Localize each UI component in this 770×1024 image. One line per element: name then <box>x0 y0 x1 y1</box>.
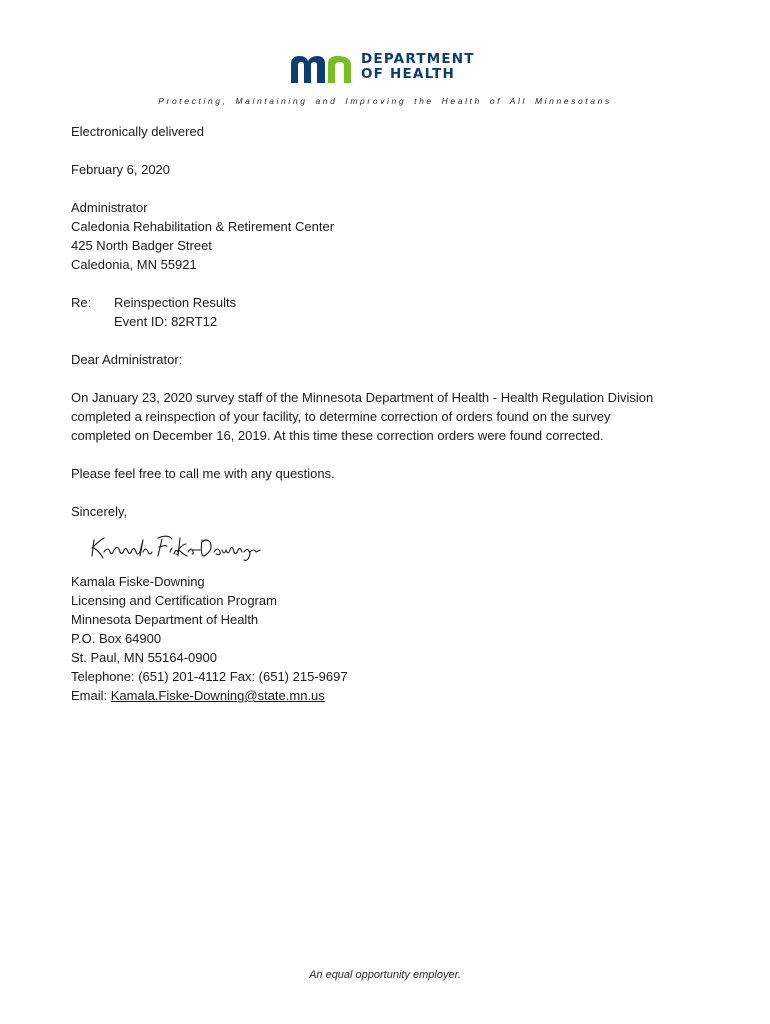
sender-program: Licensing and Certification Program <box>71 593 277 608</box>
minnesota-mn-logo-icon <box>289 54 353 84</box>
recipient-title: Administrator <box>71 200 148 215</box>
letter-date: February 6, 2020 <box>71 162 171 177</box>
footer-text: An equal opportunity employer. <box>309 969 461 981</box>
logo-line-2: OF HEALTH <box>361 66 456 82</box>
re-event-id: Event ID: 82RT12 <box>114 314 218 329</box>
sender-email-line <box>71 686 325 705</box>
mdh-logo <box>289 52 489 86</box>
salutation: Dear Administrator: <box>71 352 183 367</box>
recipient-facility: Caledonia Rehabilitation & Retirement Center <box>71 219 335 234</box>
re-subject: Reinspection Results <box>114 295 237 310</box>
logo-wordmark <box>361 52 475 82</box>
re-label: Re: <box>71 295 92 310</box>
sender-phone: Telephone: (651) 201-4112 Fax: (651) 215-9697 <box>71 669 348 684</box>
recipient-street: 425 North Badger Street <box>71 238 212 253</box>
body-line-3: completed on December 16, 2019. At this time these correction orders were found corrected. <box>71 428 604 443</box>
signature-text: Kamala Fiske-Downing <box>88 530 99 531</box>
email-label: Email: <box>71 688 111 703</box>
body-line-1: On January 23, 2020 survey staff of the Minnesota Department of Health - Health Regulation Division <box>71 390 654 405</box>
delivery-note: Electronically delivered <box>71 124 204 139</box>
email-link[interactable]: Kamala.Fiske-Downing@state.mn.us <box>110 688 325 703</box>
sender-city: St. Paul, MN 55164-0900 <box>71 650 217 665</box>
logo-line-1: DEPARTMENT <box>361 51 475 67</box>
body-line-2: completed a reinspection of your facility, to determine correction of orders found on the survey <box>71 409 611 424</box>
handwritten-signature <box>88 530 268 564</box>
recipient-city: Caledonia, MN 55921 <box>71 257 197 272</box>
sender-po-box: P.O. Box 64900 <box>71 631 162 646</box>
closing-note: Please feel free to call me with any questions. <box>71 466 335 481</box>
sender-department: Minnesota Department of Health <box>71 612 259 627</box>
sign-off: Sincerely, <box>71 504 128 519</box>
sender-name: Kamala Fiske-Downing <box>71 574 205 589</box>
tagline: Protecting, Maintaining and Improving the Health of All Minnesotans <box>158 96 612 106</box>
